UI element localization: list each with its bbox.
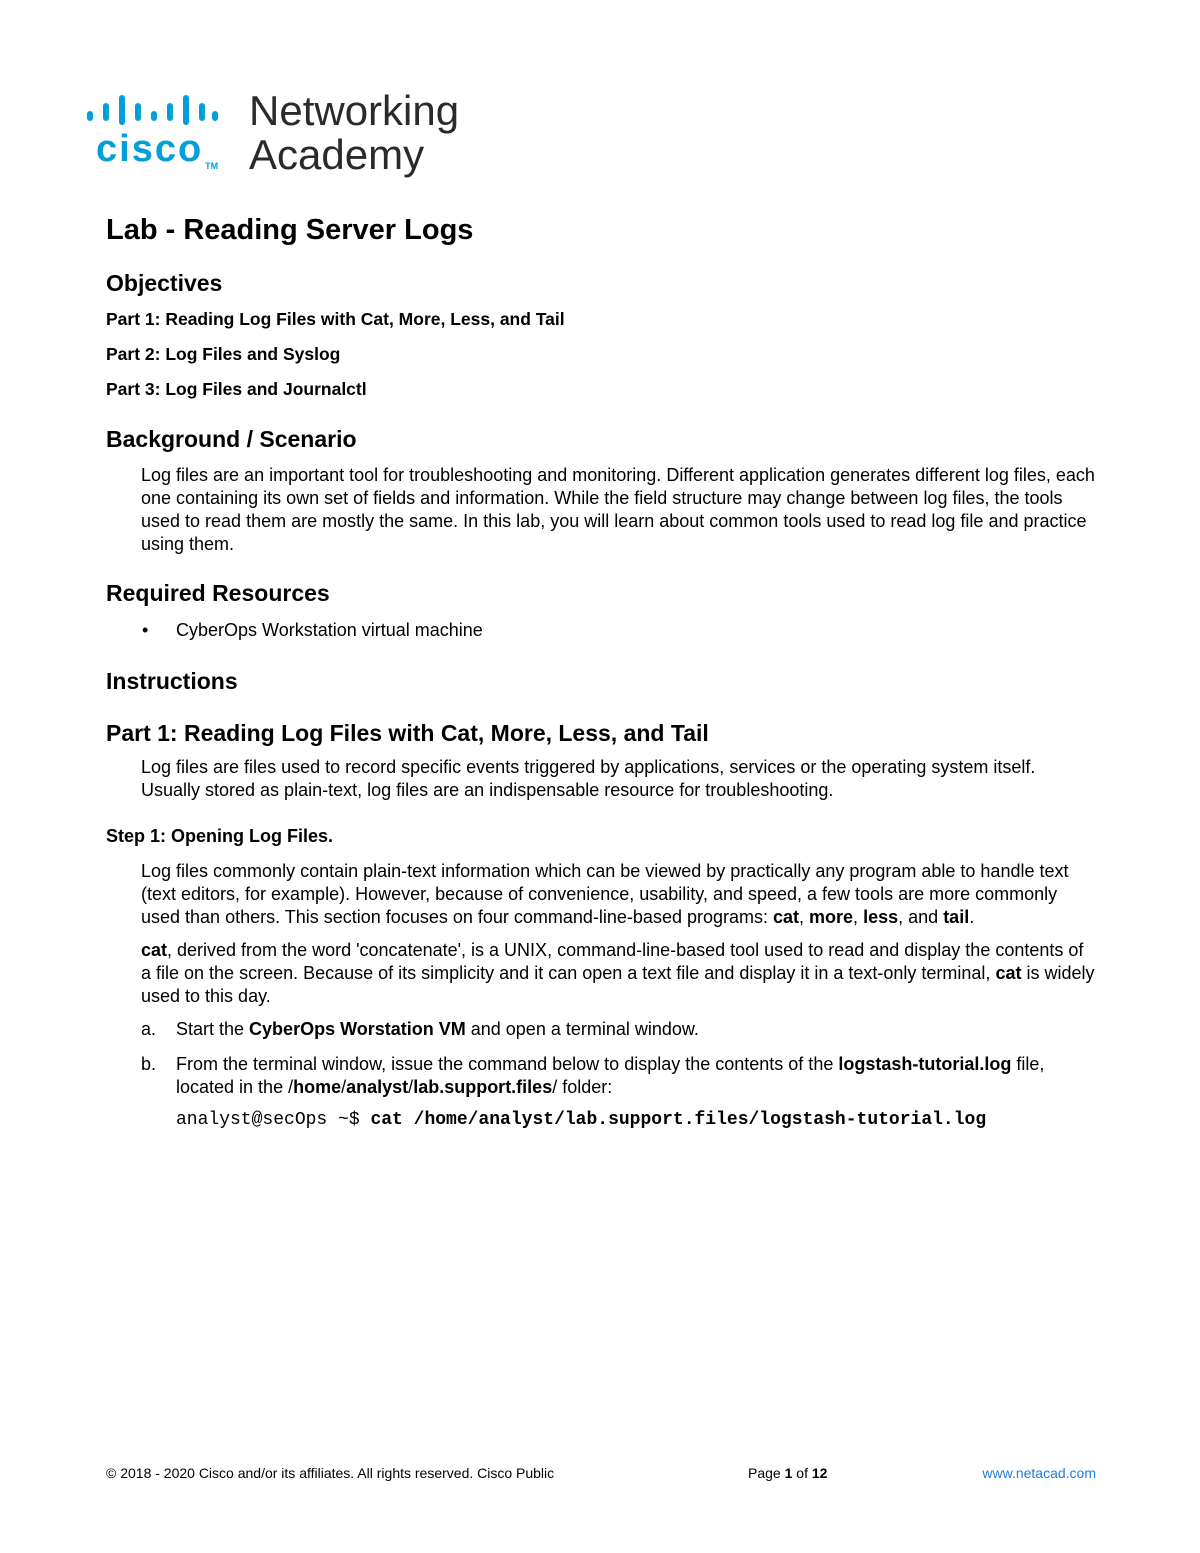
footer-page-number: Page 1 of 12 <box>748 1465 828 1481</box>
logo-academy: Academy <box>249 131 425 178</box>
document-body <box>106 210 1096 1132</box>
list-item: a. Start the CyberOps Worstation VM and open a terminal window. <box>141 1019 699 1039</box>
bullet-icon: • <box>142 620 149 640</box>
objective-item: Part 1: Reading Log Files with Cat, More, Less, and Tail <box>106 309 565 329</box>
step1-paragraph-1: Log files commonly contain plain-text information which can be viewed by practically any program able to handle text (text editors, for example). However, because of convenience, usability, and speed, a few tools are more commonly used than others. This section focuses on four command-line-based programs: cat, more, less, and tail. <box>141 861 1069 927</box>
objective-item: Part 3: Log Files and Journalctl <box>106 379 367 399</box>
objective-item: Part 2: Log Files and Syslog <box>106 344 341 364</box>
instructions-heading: Instructions <box>106 668 238 694</box>
cisco-networking-academy-logo <box>84 86 484 186</box>
list-item: b. From the terminal window, issue the command below to display the contents of the logstash-tutorial.log file, located in the /home/analyst/lab.support.files/ folder: <box>141 1054 1045 1097</box>
page-title: Lab - Reading Server Logs <box>106 214 474 246</box>
resources-heading: Required Resources <box>106 580 330 606</box>
step1-paragraph-2: cat, derived from the word 'concatenate', is a UNIX, command-line-based tool used to read and display the contents of a file on the screen. Because of its simplicity and it can open a text file and display it in a text-only terminal, cat is widely used to this day. <box>141 940 1095 1006</box>
objectives-heading: Objectives <box>106 270 223 296</box>
terminal-command: analyst@secOps ~$ cat /home/analyst/lab.support.files/logstash-tutorial.log <box>176 1110 987 1130</box>
list-item: • CyberOps Workstation virtual machine <box>142 620 483 640</box>
footer-copyright: © 2018 - 2020 Cisco and/or its affiliates. All rights reserved. Cisco Public <box>106 1465 555 1481</box>
resources-list <box>106 619 1096 642</box>
page-footer <box>106 1465 1096 1485</box>
cisco-wordmark: cisco TM <box>96 128 219 171</box>
part1-heading: Part 1: Reading Log Files with Cat, More, Less, and Tail <box>106 720 709 746</box>
footer-link[interactable]: www.netacad.com <box>982 1465 1096 1481</box>
logo-networking: Networking <box>249 87 460 134</box>
step1-substeps <box>106 1018 1096 1099</box>
step1-heading: Step 1: Opening Log Files. <box>106 826 334 846</box>
part1-intro: Log files are files used to record specific events triggered by applications, services or the operating system itself. Usually stored as plain-text, log files are an indispensable resource for troubleshooting. <box>141 757 1036 800</box>
background-text: Log files are an important tool for troubleshooting and monitoring. Different application generates different log files, each one containing its own set of fields and information. While the field structure may change between log files, the tools used to read them are mostly the same. In this lab, you will learn about common tools used to read log file and practice using them. <box>141 465 1095 554</box>
cisco-bars-icon <box>84 92 219 126</box>
background-heading: Background / Scenario <box>106 426 357 452</box>
